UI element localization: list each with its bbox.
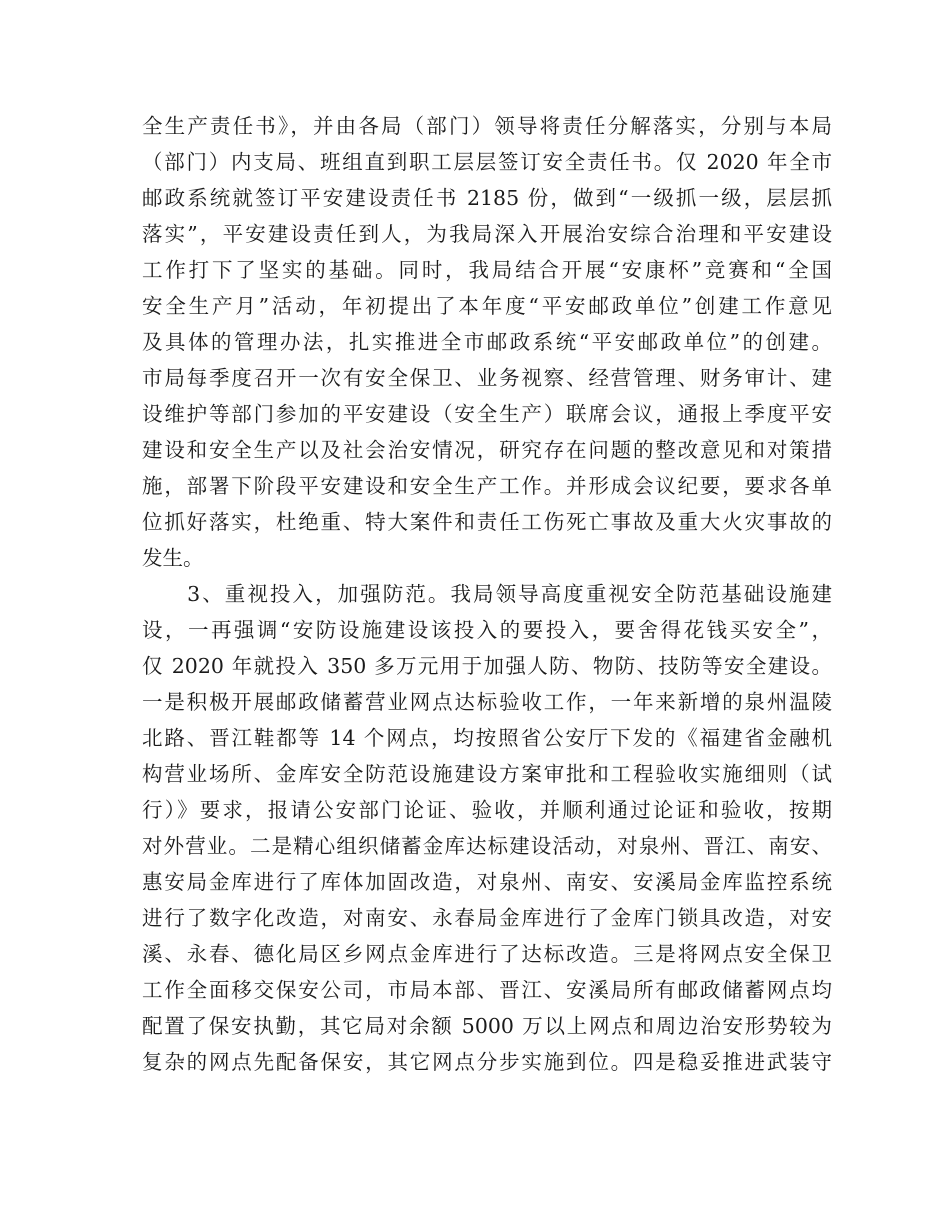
text-line: 位抓好落实，杜绝重、特大案件和责任工伤死亡事故及重大火灾事故的 [142, 510, 832, 534]
text-line: 行）》要求，报请公安部门论证、验收，并顺利通过论证和验收，按期 [142, 798, 832, 822]
text-line: 构营业场所、金库安全防范设施建设方案审批和工程验收实施细则（试 [142, 762, 832, 786]
text-line: 进行了数字化改造，对南安、永春局金库进行了金库门锁具改造，对安 [142, 906, 832, 930]
text-line: 及具体的管理办法，扎实推进全市邮政系统“平安邮政单位”的创建。 [142, 330, 832, 354]
text-line: 惠安局金库进行了库体加固改造，对泉州、南安、安溪局金库监控系统 [142, 870, 832, 894]
text-line: 发生。 [142, 546, 204, 570]
text-line: 设，一再强调“安防设施建设该投入的要投入，要舍得花钱买安全”， [142, 618, 832, 642]
text-line: 复杂的网点先配备保安，其它网点分步实施到位。四是稳妥推进武装守 [142, 1050, 832, 1074]
text-line: 工作打下了坚实的基础。同时，我局结合开展“安康杯”竞赛和“全国 [142, 258, 832, 282]
text-line: 仅 2020 年就投入 350 多万元用于加强人防、物防、技防等安全建设。 [142, 654, 832, 678]
text-line: 溪、永春、德化局区乡网点金库进行了达标改造。三是将网点安全保卫 [142, 942, 832, 966]
text-line: （部门）内支局、班组直到职工层层签订安全责任书。仅 2020 年全市 [142, 150, 832, 174]
text-line: 邮政系统就签订平安建设责任书 2185 份，做到“一级抓一级，层层抓 [142, 186, 832, 210]
text-line: 一是积极开展邮政储蓄营业网点达标验收工作，一年来新增的泉州温陵 [142, 690, 832, 714]
text-line: 设维护等部门参加的平安建设（安全生产）联席会议，通报上季度平安 [142, 402, 832, 426]
text-line: 落实”，平安建设责任到人，为我局深入开展治安综合治理和平安建设 [142, 222, 832, 246]
text-line: 配置了保安执勤，其它局对余额 5000 万以上网点和周边治安形势较为 [142, 1014, 832, 1038]
text-line: 北路、晋江鞋都等 14 个网点，均按照省公安厅下发的《福建省金融机 [142, 726, 832, 750]
text-line: 安全生产月”活动，年初提出了本年度“平安邮政单位”创建工作意见 [142, 294, 832, 318]
text-line: 工作全面移交保安公司，市局本部、晋江、安溪局所有邮政储蓄网点均 [142, 978, 832, 1002]
text-line: 对外营业。二是精心组织储蓄金库达标建设活动，对泉州、晋江、南安、 [142, 834, 832, 858]
text-line: 全生产责任书》，并由各局（部门）领导将责任分解落实，分别与本局 [142, 114, 832, 138]
text-line: 3、重视投入，加强防范。我局领导高度重视安全防范基础设施建 [142, 582, 832, 606]
text-line: 市局每季度召开一次有安全保卫、业务视察、经营管理、财务审计、建 [142, 366, 832, 390]
text-line: 施，部署下阶段平安建设和安全生产工作。并形成会议纪要，要求各单 [142, 474, 832, 498]
text-line: 建设和安全生产以及社会治安情况，研究存在问题的整改意见和对策措 [142, 438, 832, 462]
